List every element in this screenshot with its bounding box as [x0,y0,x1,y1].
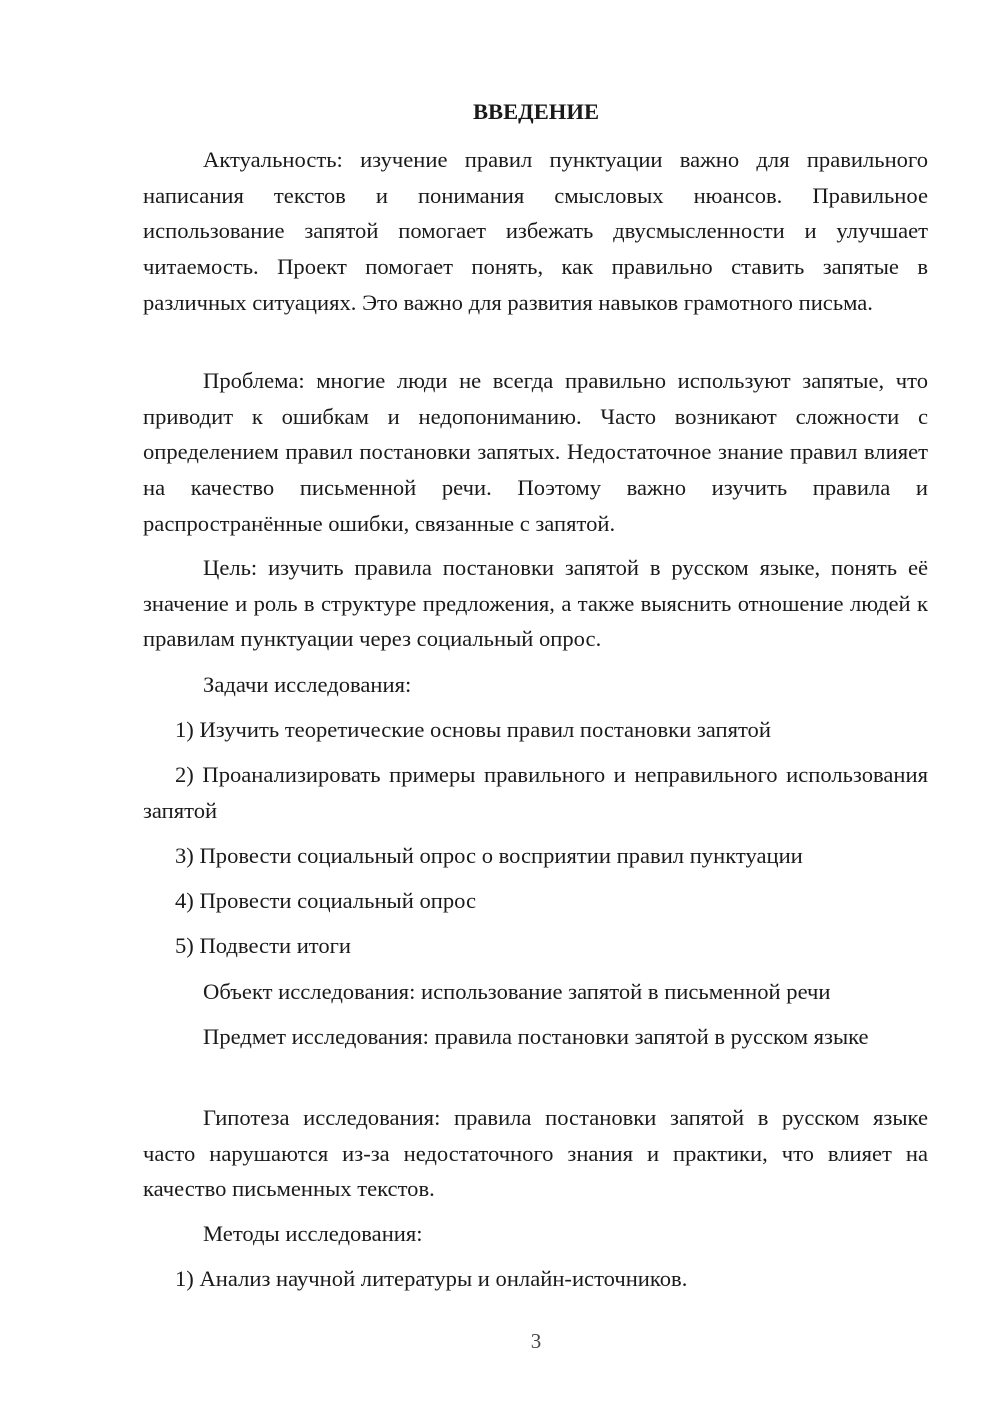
relevance-paragraph: Актуальность: изучение правил пунктуации важно для правильного написания текстов и понимания смысловых нюансов. Правильное использование запятой помогает избежать двусмысленности и улучшает читаемость. Проект помогает понять, как правильно ставить запятые в различных ситуациях. Это важно для развития навыков грамотного письма. [143,147,928,315]
subject-paragraph: Предмет исследования: правила постановки запятой в русском языке [203,1024,869,1049]
method-item: 1) Анализ научной литературы и онлайн-источников. [175,1266,688,1291]
hypothesis-paragraph: Гипотеза исследования: правила постановки запятой в русском языке часто нарушаются из-за недостаточного знания и практики, что влияет на качество письменных текстов. [143,1105,928,1202]
task-item: 4) Провести социальный опрос [175,888,477,913]
page-title: ВВЕДЕНИЕ [472,99,600,124]
task-item: 1) Изучить теоретические основы правил постановки запятой [175,717,771,742]
goal-paragraph: Цель: изучить правила постановки запятой в русском языке, понять её значение и роль в структуре предложения, а также выяснить отношение людей к правилам пунктуации через социальный опрос. [143,555,928,652]
methods-heading: Методы исследования: [203,1221,423,1246]
task-item: 3) Провести социальный опрос о восприятии правил пунктуации [175,843,803,868]
task-item: 5) Подвести итоги [175,933,352,958]
problem-paragraph: Проблема: многие люди не всегда правильно используют запятые, что приводит к ошибкам и недопониманию. Часто возникают сложности с определением правил постановки запятых. Недостаточное знание правил влияет на качество письменной речи. Поэтому важно изучить правила и распространённые ошибки, связанные с запятой. [143,368,928,536]
page-number: 3 [530,1329,542,1353]
task-item: 2) Проанализировать примеры правильного и неправильного использования запятой [143,762,928,823]
tasks-heading: Задачи исследования: [203,672,412,697]
object-paragraph: Объект исследования: использование запятой в письменной речи [203,979,831,1004]
